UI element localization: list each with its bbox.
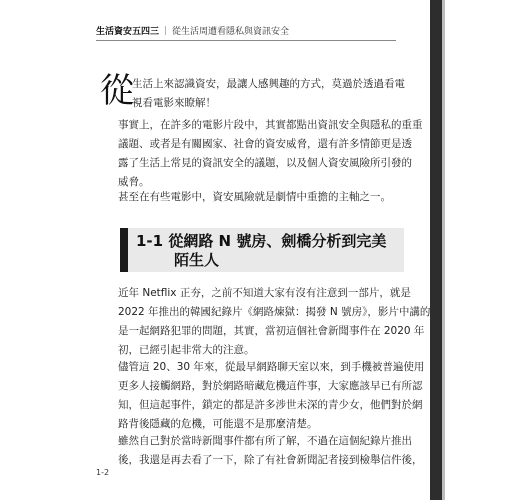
- paragraph-line: 是一起網路犯罪的問題，其實，當初這個社會新聞事件在 2020 年: [118, 325, 425, 337]
- paragraph-line: 知，但這起事件，鎖定的都是許多涉世未深的青少女，他們對於網: [118, 399, 423, 411]
- paragraph-line: 雖然自己對於當時新聞事件都有所了解，不過在這個紀錄片推出: [118, 435, 412, 447]
- drop-cap: 從: [100, 71, 134, 111]
- chapter-tab-bar: [430, 0, 442, 500]
- paragraph-line: 威脅。: [118, 176, 150, 188]
- header-separator: ｜: [161, 27, 171, 37]
- paragraph-line: 近年 Netflix 正夯，之前不知道大家有沒有注意到一部片，就是: [118, 287, 411, 299]
- paragraph-1: [118, 116, 423, 192]
- intro-line-1: 生活上來認識資安，最讓人感興趣的方式，莫過於透過看電: [132, 78, 405, 90]
- page-number: 1-2: [96, 468, 110, 477]
- paragraph-4: [118, 358, 425, 434]
- chapter-title: 從生活周遭看隱私與資訊安全: [172, 27, 290, 37]
- running-header: [96, 24, 426, 37]
- section-heading-line-2: 陌生人: [174, 251, 220, 269]
- intro-line-2: 視看電影來瞭解！: [132, 97, 216, 109]
- paragraph-line: 路背後隱藏的危機，可能還不是那麼清楚。: [118, 418, 318, 430]
- paragraph-line: 更多人接觸網路，對於網路暗藏危機這件事，大家應該早已有所認: [118, 380, 423, 392]
- paragraph-3: [118, 284, 431, 360]
- book-title: 生活資安五四三: [96, 27, 160, 37]
- paragraph-line: 儘管這 20、30 年來，從最早網路聊天室以來，到手機被普遍使用: [118, 361, 425, 373]
- paragraph-5: [118, 432, 423, 470]
- paragraph-line: 2022 年推出的韓國紀錄片《網路煉獄：揭發 N 號房》，影片中講的: [118, 306, 431, 318]
- paragraph-line: 初，已經引起非常大的注意。: [118, 344, 255, 356]
- section-heading: [136, 232, 400, 270]
- section-heading-line-1: 1-1 從網路 N 號房、劍橋分析到完美: [136, 232, 387, 250]
- paragraph-line: 後，我還是再去看了一下，除了有社會新聞記者接到檢舉信件後，: [118, 454, 423, 466]
- header-rule: [96, 40, 396, 41]
- paragraph-line: 露了生活上常見的資訊安全的議題，以及個人資安風險所引發的: [118, 157, 412, 169]
- paragraph-line: 議題、或者是有關國家、社會的資安威脅，還有許多情節更是透: [118, 138, 412, 150]
- chapter-tab-shadow: [442, 0, 445, 500]
- section-heading-accent: [120, 228, 128, 272]
- paragraph-line: 事實上，在許多的電影片段中，其實都點出資訊安全與隱私的重重: [118, 119, 423, 131]
- paragraph-line: 甚至在有些電影中，資安風險就是劇情中重擔的主軸之一。: [118, 191, 391, 203]
- paragraph-2: [118, 188, 414, 207]
